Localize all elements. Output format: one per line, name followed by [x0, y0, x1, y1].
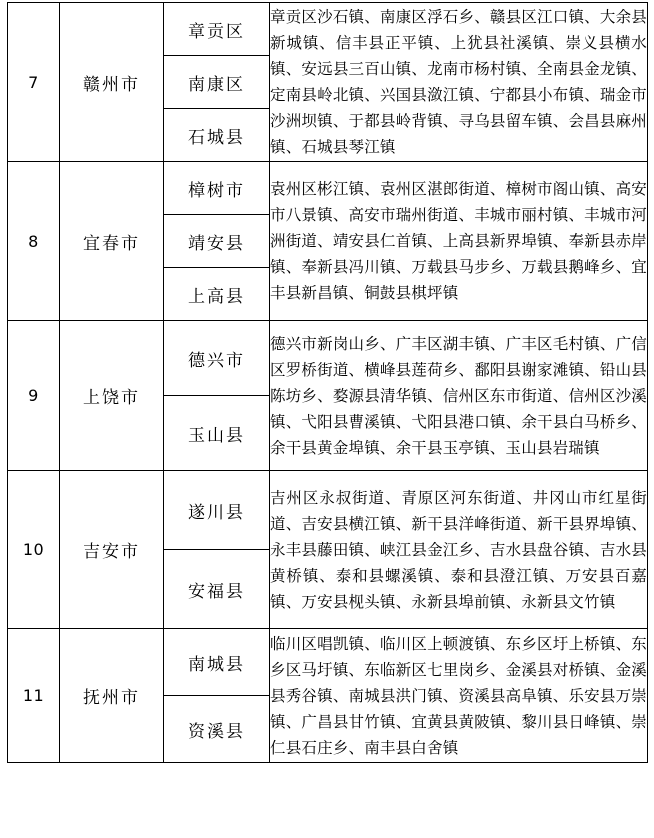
row-county: 安福县: [164, 550, 270, 629]
row-index: 8: [8, 162, 60, 321]
row-city: 赣州市: [60, 3, 164, 162]
row-index: 9: [8, 321, 60, 471]
row-county: 靖安县: [164, 215, 270, 268]
table-row: [8, 162, 648, 215]
row-index: 7: [8, 3, 60, 162]
towns-text: 吉州区永叔街道、青原区河东街道、井冈山市红星街道、吉安县横江镇、新干县洋峰街道、新干县界埠镇、永丰县藤田镇、峡江县金江乡、吉水县盘谷镇、吉水县黄桥镇、泰和县螺溪镇、泰和县澄江镇、万安县百嘉镇、万安县枧头镇、永新县埠前镇、永新县文竹镇: [270, 488, 647, 611]
row-county: 资溪县: [164, 696, 270, 763]
row-city: 宜春市: [60, 162, 164, 321]
row-towns: [270, 162, 648, 321]
row-towns: [270, 471, 648, 629]
row-towns: [270, 629, 648, 763]
row-index: 11: [8, 629, 60, 763]
row-county: 章贡区: [164, 3, 270, 56]
row-county: 石城县: [164, 109, 270, 162]
table-row: [8, 321, 648, 396]
row-city: 上饶市: [60, 321, 164, 471]
towns-text: 临川区唱凯镇、临川区上顿渡镇、东乡区圩上桥镇、东乡区马圩镇、东临新区七里岗乡、金溪县对桥镇、金溪县秀谷镇、南城县洪门镇、资溪县高阜镇、乐安县万崇镇、广昌县甘竹镇、宜黄县黄陂镇、黎川县日峰镇、崇仁县石庄乡、南丰县白舍镇: [270, 634, 647, 757]
towns-text: 德兴市新岗山乡、广丰区湖丰镇、广丰区毛村镇、广信区罗桥街道、横峰县莲荷乡、鄱阳县谢家滩镇、铅山县陈坊乡、婺源县清华镇、信州区东市街道、信州区沙溪镇、弋阳县曹溪镇、弋阳县港口镇、余干县白马桥乡、余干县黄金埠镇、余干县玉亭镇、玉山县岩瑞镇: [270, 334, 647, 457]
row-county: 上高县: [164, 268, 270, 321]
row-city: 吉安市: [60, 471, 164, 629]
row-county: 玉山县: [164, 396, 270, 471]
towns-text: 袁州区彬江镇、袁州区湛郎街道、樟树市阁山镇、高安市八景镇、高安市瑞州街道、丰城市丽村镇、丰城市河洲街道、靖安县仁首镇、上高县新界埠镇、奉新县赤岸镇、奉新县冯川镇、万载县马步乡、万载县鹅峰乡、宜丰县新昌镇、铜鼓县棋坪镇: [270, 180, 647, 302]
row-city: 抚州市: [60, 629, 164, 763]
towns-text: 章贡区沙石镇、南康区浮石乡、赣县区江口镇、大余县新城镇、信丰县正平镇、上犹县社溪镇、崇义县横水镇、安远县三百山镇、龙南市杨村镇、全南县金龙镇、定南县岭北镇、兴国县潋江镇、宁都县小布镇、瑞金市沙洲坝镇、于都县岭背镇、寻乌县留车镇、会昌县麻州镇、石城县琴江镇: [270, 8, 647, 156]
table-row: [8, 629, 648, 696]
row-county: 遂川县: [164, 471, 270, 550]
row-towns: [270, 3, 648, 162]
table-row: [8, 3, 648, 56]
row-county: 南康区: [164, 56, 270, 109]
row-index: 10: [8, 471, 60, 629]
row-county: 南城县: [164, 629, 270, 696]
row-towns: [270, 321, 648, 471]
table-row: [8, 471, 648, 550]
region-table: [7, 2, 648, 763]
row-county: 德兴市: [164, 321, 270, 396]
row-county: 樟树市: [164, 162, 270, 215]
